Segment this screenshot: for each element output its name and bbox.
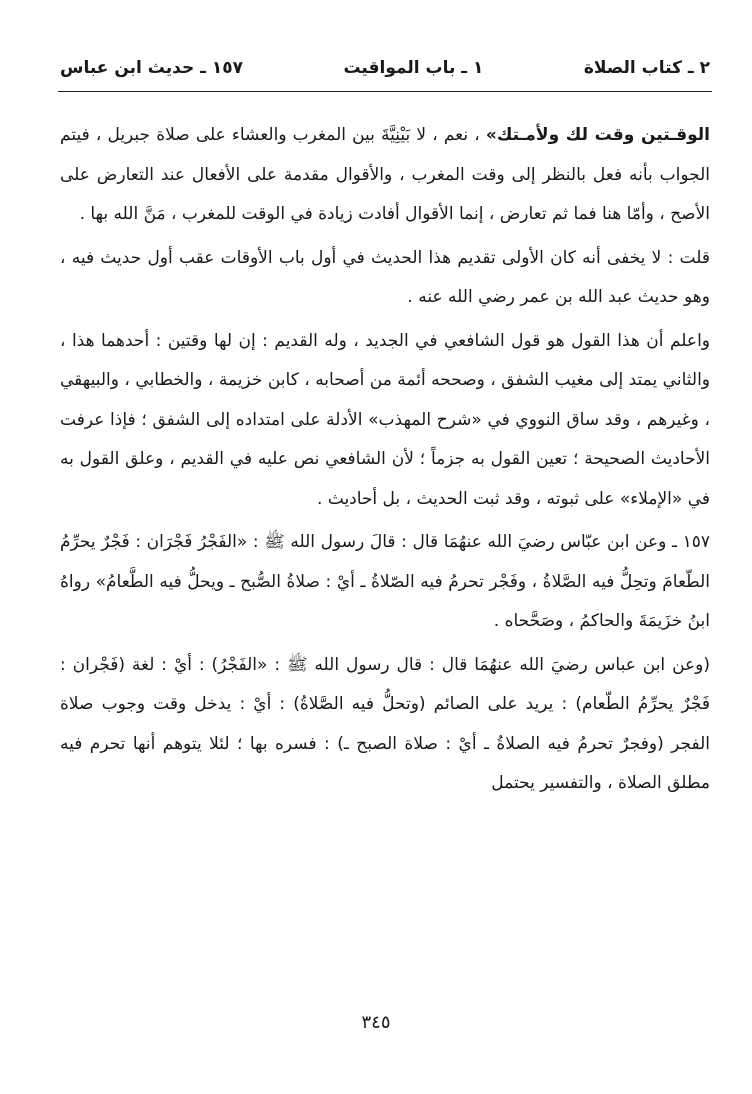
header-divider: [58, 91, 712, 92]
paragraph-2-text: قلت : لا يخفى أنه كان الأولى تقديم هذا الحديث في أول باب الأوقات عقب أول حديث فيه ، وهو حديث عبد الله بن عمر رضي الله عنه .: [60, 247, 710, 307]
running-header: [60, 50, 710, 86]
page-number: ٣٤٥: [361, 1012, 391, 1033]
header-book-title: ٢ ـ كتاب الصلاة: [583, 58, 710, 78]
hadith-157-text: ١٥٧ ـ وعن ابن عبّاس رضيَ الله عنهُمَا قال : قالَ رسول الله ﷺ : «الفَجْرُ فَجْرَان : فَجْرٌ يحرِّمُ الطّعامَ وتحِلُّ فيه الصَّلاةُ ، وفَجْر تحرمُ فيه الصّلاةُ ـ أيْ : صلاةُ الصُّبح ـ ويحلُّ فيه الطَّعامُ» رواهُ ابنُ خزَيمَةَ والحاكمُ ، وصَحَّحاه .: [60, 532, 710, 631]
paragraph-3: [60, 322, 710, 520]
paragraph-commentary: [60, 646, 710, 804]
page-body: [60, 116, 710, 804]
paragraph-hadith-157: [60, 523, 710, 642]
paragraph-1: [60, 116, 710, 235]
header-chapter-title: ١ ـ باب المواقيت: [343, 58, 484, 78]
paragraph-2: [60, 239, 710, 318]
paragraph-1-lead: الوقـتين وقت لك ولأمـتك»: [485, 125, 710, 145]
header-hadith-title: ١٥٧ ـ حديث ابن عباس: [60, 58, 243, 78]
paragraph-3-text: واعلم أن هذا القول هو قول الشافعي في الجديد ، وله القديم : إن لها وقتين : أحدهما هذا ، والثاني يمتد إلى مغيب الشفق ، وصححه أئمة من أصحابه ، كابن خزيمة ، والخطابي ، والبيهقي ، وغيرهم ، وقد ساق النووي في «شرح المهذب» الأدلة على امتداده إلى الشفق ؛ فإذا عرفت الأحاديث الصحيحة ؛ تعين القول به جزماً ؛ لأن الشافعي نص عليه في القديم ، وعلق القول به في «الإملاء» على ثبوته ، وقد ثبت الحديث ، بل أحاديث .: [60, 330, 710, 509]
paragraph-1-text: ، نعم ، لا بَيْنِيَّةَ بين المغرب والعشاء على صلاة جبريل ، فيتم الجواب بأنه فعل بالنظر إلى وقت المغرب ، والأقوال مقدمة على الأفعال عند التعارض على الأصح ، وأمّا هنا فما ثم تعارض ، إنما الأقوال أفادت زيادة في الوقت للمغرب ، مَنَّ الله بها .: [60, 125, 710, 224]
commentary-text: (وعن ابن عباس رضيَ الله عنهُمَا قال : قال رسول الله ﷺ : «الفَجْرُ) : أيْ : لغة (فَجْران : فَجْرٌ يحرِّمُ الطّعام) : يريد على الصائم (وتحلُّ فيه الصَّلاةُ) : أيْ : يدخل وقت وجوب صلاة الفجر (وفجرٌ تحرمُ فيه الصلاةُ ـ أيْ : صلاة الصبح ـ) : فسره بها ؛ لئلا يتوهم أنها تحرم فيه مطلق الصلاة ، والتفسير يحتمل: [60, 654, 710, 793]
